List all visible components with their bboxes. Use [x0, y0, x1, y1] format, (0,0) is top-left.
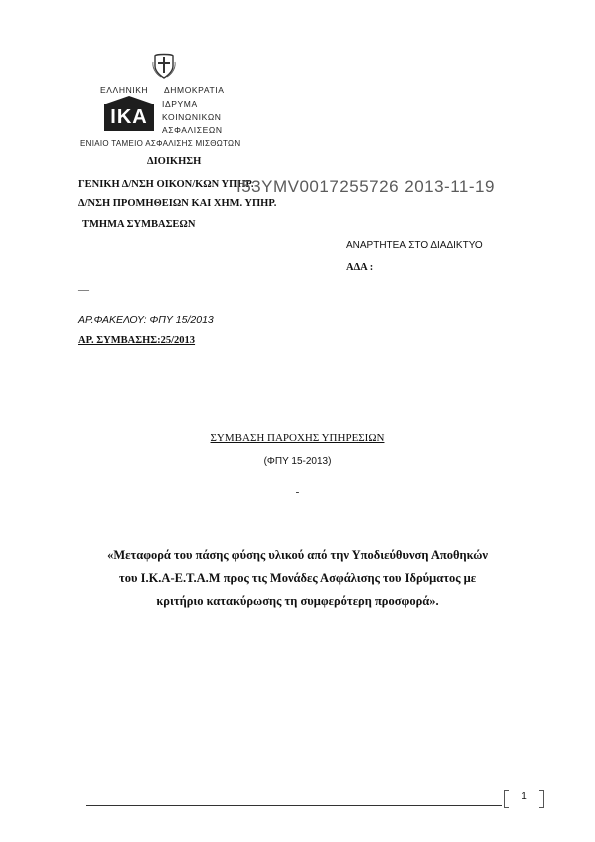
directorate-label: Δ/ΝΣΗ ΠΡΟΜΗΘΕΙΩΝ ΚΑΙ ΧΗΜ. ΥΠΗΡ. [78, 198, 277, 209]
description-line-3: κριτήριο κατακύρωσης τη συμφερότερη προσφορά». [156, 594, 439, 608]
fund-name: ΕΝΙΑΙΟ ΤΑΜΕΙΟ ΑΣΦΑΛΙΣΗΣ ΜΙΣΘΩΤΩΝ [80, 139, 241, 148]
footer-rule [86, 805, 502, 806]
description-line-1: «Μεταφορά του πάσης φύσης υλικού από την Υποδιεύθυνση Αποθηκών [107, 548, 488, 562]
section-label: ΤΜΗΜΑ ΣΥΜΒΑΣΕΩΝ [82, 219, 196, 230]
folder-number: ΑΡ.ΦΑΚΕΛΟΥ: ΦΠΥ 15/2013 [78, 314, 214, 326]
page-number: 1 [521, 791, 527, 802]
org-name-line1: ΙΔΡΥΜΑ [162, 99, 198, 109]
dash-separator: — [78, 284, 89, 296]
page-number-box [504, 790, 544, 808]
country-name-left: ΕΛΛΗΝΙΚΗ [100, 85, 149, 95]
publication-notice: ΑΝΑΡΤΗΤΕΑ ΣΤΟ ΔΙΑΔΙΚΤΥΟ [346, 240, 483, 251]
org-name-line2: ΚΟΙΝΩΝΙΚΩΝ [162, 112, 222, 122]
hellenic-republic-emblem-icon [152, 52, 176, 80]
description-line-2: του Ι.Κ.Α-Ε.Τ.Α.Μ προς τις Μονάδες Ασφάλισης του Ιδρύματος με [118, 571, 477, 585]
contract-number: ΑΡ. ΣΥΜΒΑΣΗΣ:25/2013 [78, 335, 196, 346]
country-name-right: ΔΗΜΟΚΡΑΤΙΑ [164, 85, 225, 95]
general-directorate-label: ΓΕΝΙΚΗ Δ/ΝΣΗ ΟΙΚΟΝ/ΚΩΝ ΥΠΗΡ. [78, 179, 254, 190]
ada-label: ΑΔΑ : [346, 262, 374, 273]
digital-signature-watermark: Ι53ΥΜV0017255726 2013-11-19 [236, 177, 495, 196]
logo-text: ΙΚΑ [110, 106, 148, 128]
contract-code: (ΦΠΥ 15-2013) [263, 456, 332, 467]
separator-mark: - [295, 486, 300, 498]
administration-label: ΔΙΟΙΚΗΣΗ [147, 156, 202, 167]
org-name-line3: ΑΣΦΑΛΙΣΕΩΝ [162, 125, 223, 135]
contract-title: ΣΥΜΒΑΣΗ ΠΑΡΟΧΗΣ ΥΠΗΡΕΣΙΩΝ [210, 432, 385, 444]
ika-logo [104, 95, 154, 133]
